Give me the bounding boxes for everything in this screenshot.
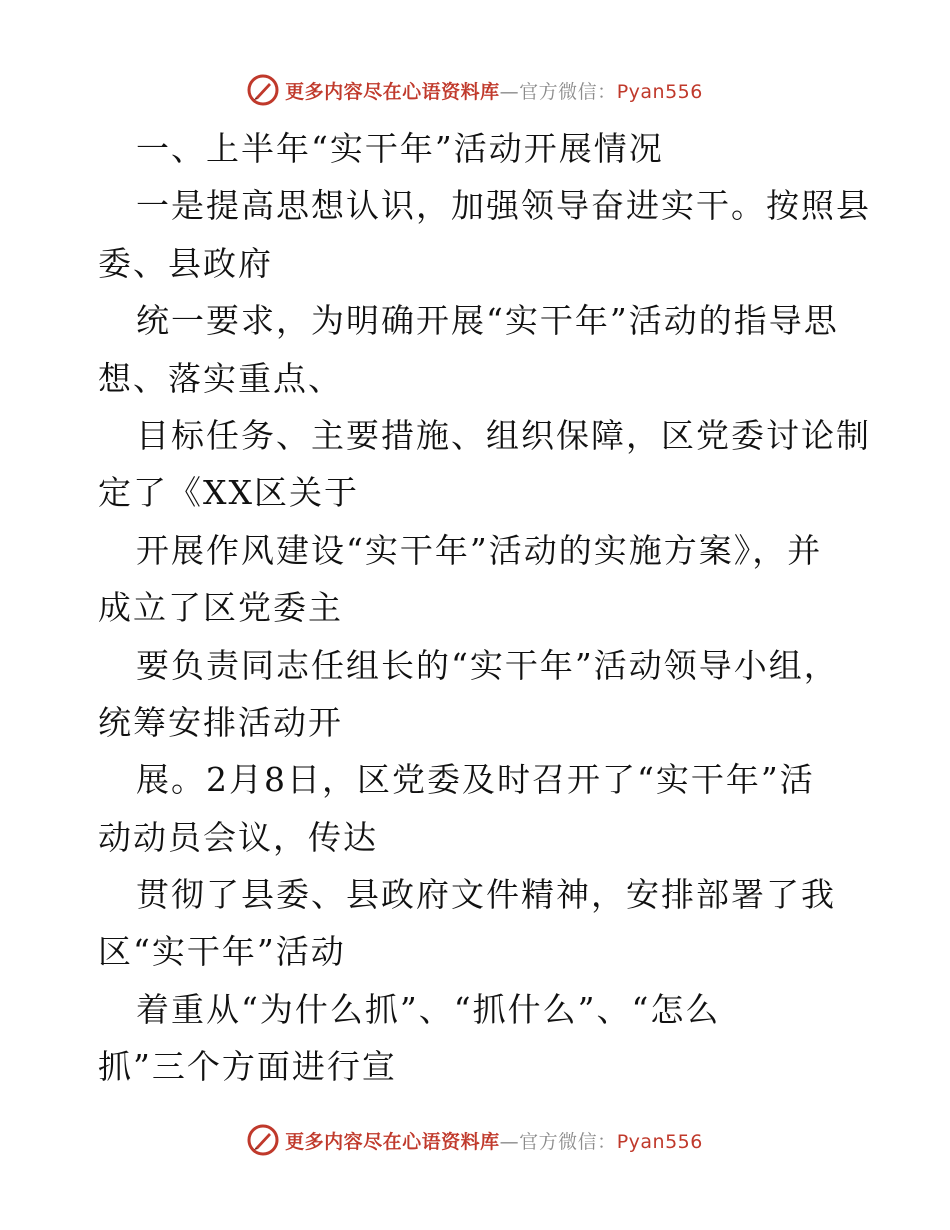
- text-line: 一、上半年“实干年”活动开展情况: [136, 129, 664, 168]
- banner-site-name: 更多内容尽在心语资料库: [285, 80, 500, 103]
- text-line: 想、落实重点、: [98, 358, 343, 398]
- footer-banner: [0, 1120, 950, 1160]
- header-banner: [0, 70, 950, 110]
- text-line: 动动员会议，传达: [98, 817, 378, 857]
- text-line: 定了《XX区关于: [98, 473, 359, 513]
- banner-wechat-id: Pyan556: [616, 80, 703, 103]
- text-line: 统一要求，为明确开展“实干年”活动的指导思: [136, 301, 839, 341]
- text-line: 成立了区党委主: [98, 588, 343, 628]
- banner-wechat-label: —官方微信：: [499, 80, 617, 103]
- text-line: 一是提高思想认识，加强领导奋进实干。按照县: [136, 186, 871, 226]
- banner-text: [285, 1127, 703, 1154]
- text-line: 开展作风建设“实干年”活动的实施方案》，并: [136, 530, 823, 570]
- text-line: 要负责同志任组长的“实干年”活动领导小组，: [136, 645, 839, 685]
- text-line: 区“实干年”活动: [98, 932, 346, 972]
- banner-wechat-label: —官方微信：: [499, 1130, 617, 1153]
- document-body: [98, 120, 871, 1096]
- feather-pen-logo-icon: [247, 74, 279, 106]
- banner-wechat-id: Pyan556: [616, 1130, 703, 1153]
- text-line: 抓”三个方面进行宣: [98, 1047, 397, 1087]
- banner-site-name: 更多内容尽在心语资料库: [285, 1130, 500, 1153]
- text-line: 着重从“为什么抓”、“抓什么”、“怎么: [136, 989, 721, 1029]
- text-line: 目标任务、主要措施、组织保障，区党委讨论制: [136, 415, 871, 455]
- text-line: 统筹安排活动开: [98, 702, 343, 742]
- feather-pen-logo-icon: [247, 1124, 279, 1156]
- text-line: 展。2月8日，区党委及时召开了“实干年”活: [136, 760, 815, 800]
- text-line: 委、县政府: [98, 243, 273, 283]
- text-line: 贯彻了县委、县政府文件精神，安排部署了我: [136, 875, 836, 915]
- banner-text: [285, 77, 703, 104]
